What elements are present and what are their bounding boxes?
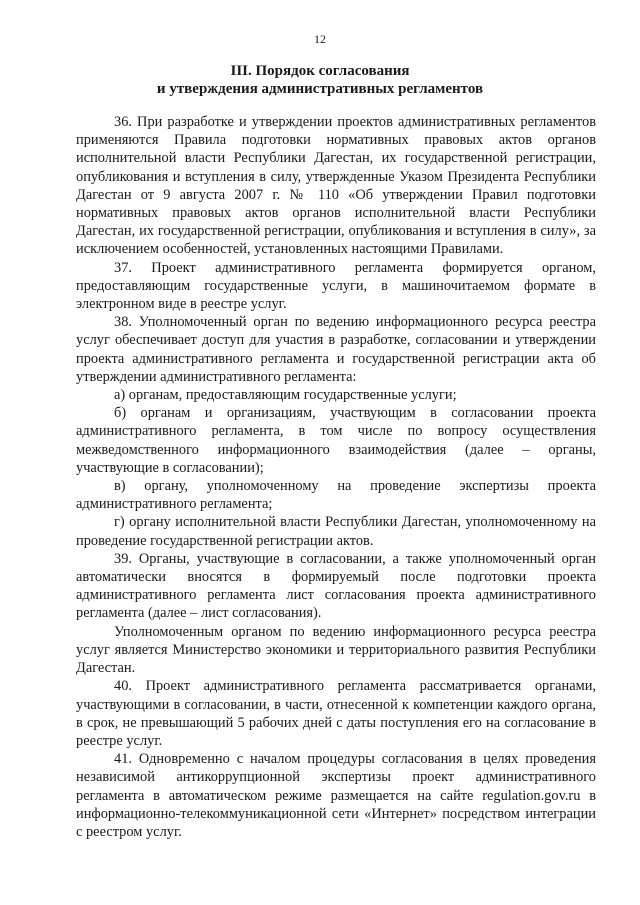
paragraph-39: 39. Органы, участвующие в согласовании, а также уполномоченный орган автоматически вносятся в формируемый после подготовки проекта административного регламента лист согласования проекта административного регламента (далее – лист согласования).	[76, 550, 596, 622]
section-title	[0, 62, 640, 98]
paragraph-37: 37. Проект административного регламента формируется органом, предоставляющим государственные услуги, в машиночитаемом формате в электронном виде в реестре услуг.	[76, 259, 596, 313]
list-item-v: в) органу, уполномоченному на проведение экспертизы проекта административного регламента;	[76, 478, 596, 513]
section-title-line-2: и утверждения административных регламентов	[156, 81, 484, 97]
document-body	[76, 113, 596, 841]
paragraph-38: 38. Уполномоченный орган по ведению информационного ресурса реестра услуг обеспечивает доступ для участия в разработке, согласовании и утверждении проекта административного регламента и государственной регистрации акта об утверждении административного регламента:	[76, 314, 596, 385]
list-item-b: б) органам и организациям, участвующим в согласовании проекта административного регламента, в том числе по вопросу осуществления межведомственного информационного взаимодействия (далее – органы, участвующие в согласовании);	[76, 405, 596, 476]
list-item-g: г) органу исполнительной власти Республики Дагестан, уполномоченному на проведение государственной регистрации актов.	[76, 514, 596, 549]
paragraph-39-note: Уполномоченным органом по ведению информационного ресурса реестра услуг является Министерство экономики и территориального развития Республики Дагестан.	[76, 623, 596, 677]
list-item-a: а) органам, предоставляющим государственные услуги;	[114, 387, 457, 404]
paragraph-41: 41. Одновременно с началом процедуры согласования в целях проведения независимой антикоррупционной экспертизы проект административного регламента в автоматическом режиме размещается на сайте regulation.gov.ru в информационно-телекоммуникационной сети «Интернет» посредством интеграции с реестром услуг.	[76, 751, 596, 840]
page-number: 12	[314, 32, 326, 46]
paragraph-36: 36. При разработке и утверждении проектов административных регламентов применяются Правила подготовки нормативных правовых актов органов исполнительной власти Республики Дагестан, их государственной регистрации, опубликования и вступления в силу, утвержденные Указом Президента Республики Дагестан от 9 августа 2007 г. № 110 «Об утверждении Правил подготовки нормативных правовых актов органов исполнительной власти Республики Дагестан, их государственной регистрации, опубликования и вступления в силу», за исключением особенностей, установленных настоящими Правилами.	[76, 114, 596, 258]
section-title-line-1: III. Порядок согласования	[230, 63, 410, 79]
paragraph-40: 40. Проект административного регламента рассматривается органами, участвующими в согласовании, в части, отнесенной к компетенции каждого органа, в срок, не превышающий 5 рабочих дней с даты поступления его на согласование в реестре услуг.	[76, 678, 596, 749]
